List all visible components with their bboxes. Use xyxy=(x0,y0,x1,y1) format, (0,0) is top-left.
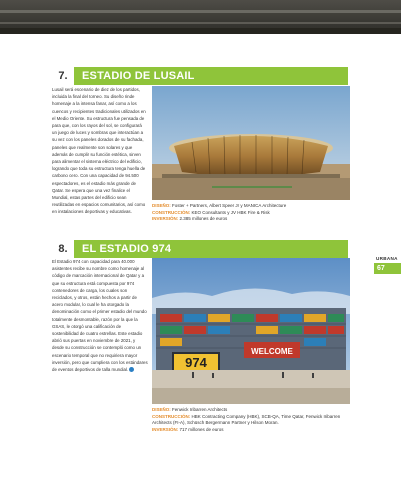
construction-label: CONSTRUCCIÓN: xyxy=(152,209,191,215)
section-8-body xyxy=(52,258,148,373)
section-7-body: Lusail será escenario de diez de los partidos, incluida la final del torneo. Su diseño rinde homenaje a la intensa fanar, así como a los cuencos y recipientes tradicionales utilizados en el Medio Oriente. Su estructura fue pensada de para que, con los rayos del sol, se configurará un juego de luces y sombras que interactúan a su vez con los paneles dorados de su fachada, paneles que realmente son solares y que además de cumplir su función estética, sirven para alimentar el sistema eléctrico del edificio, logrando que toda su estructura tenga huella de carbono cero. Con una capacidad de 94.500 espectadores, es el estadio más grande de Qatar. Se espera que una vez finalice el Mundial, estas partes del edificio sean reutilizadas en espacios comunitarios, así como en instalaciones deportivas y educativas. xyxy=(52,87,146,215)
section-header-7 xyxy=(52,67,348,85)
side-tab-label: URBANA xyxy=(376,256,398,261)
design-label: DISEÑO: xyxy=(152,407,171,412)
lusail-stadium-photo xyxy=(152,86,350,200)
investment-label: INVERSIÓN: xyxy=(152,426,179,432)
section-7-credits xyxy=(152,203,352,223)
construction-label: CONSTRUCCIÓN: xyxy=(152,413,191,419)
page-number: 67 xyxy=(374,263,401,274)
section-side-tab xyxy=(374,256,401,274)
investment-value: 2.385 millones de euros xyxy=(179,216,228,222)
top-photo-strip xyxy=(0,0,401,34)
section-title: ESTADIO DE LUSAIL xyxy=(82,70,195,82)
investment-label: INVERSIÓN: xyxy=(152,216,179,222)
section-8-body-text: El Estadio 974 con capacidad para 40.000 asistentes recibe su nombre como homenaje al código de marcación internacional de Qatar y a que su estructura está compuesta por 974 contenedores de carga, los cuales son reciclados, y otros, están hechos a partir de acero modular, lo cual le ha otorgado la denominación como el primer estadio del mundo totalmente desmontable, razón por la que la GSAS, le otorgó una calificación de sostenibilidad de cuatro estrellas. Este estadio abrió sus puertas en noviembre de 2021, y desde su construcción se contempló como un escenario temporal que no requiriera mayor inversión, pero que cumpliera con los estándares de eventos deportivos de talla mundial. xyxy=(52,259,148,373)
section-title: EL ESTADIO 974 xyxy=(82,243,172,255)
investment-value: 717 millones de euros xyxy=(179,426,224,432)
design-label: DISEÑO: xyxy=(152,203,171,208)
continue-icon xyxy=(129,367,134,372)
sign-974: 974 xyxy=(185,355,207,370)
construction-value: KEO Consultants y JV HBK Fire & Risk xyxy=(191,209,270,215)
design-value: Fenwick Iribarren Architects xyxy=(172,407,228,412)
stadium-974-photo xyxy=(152,258,350,404)
sign-welcome: WELCOME xyxy=(251,347,293,356)
section-number: 8. xyxy=(52,240,74,258)
design-value: Foster + Partners, Albert Speer Jr y MANICA Architecture xyxy=(172,203,287,208)
section-8-credits xyxy=(152,407,352,433)
section-number: 7. xyxy=(52,67,74,85)
construction-value: HBK Contracting Company (HBK), SCB-QA, Time Qatar, Fenwick Iribarren Architects (FI-A), Schüsch Bergermann Partner y Hilson Moran. xyxy=(152,413,341,426)
section-header-8 xyxy=(52,240,348,258)
